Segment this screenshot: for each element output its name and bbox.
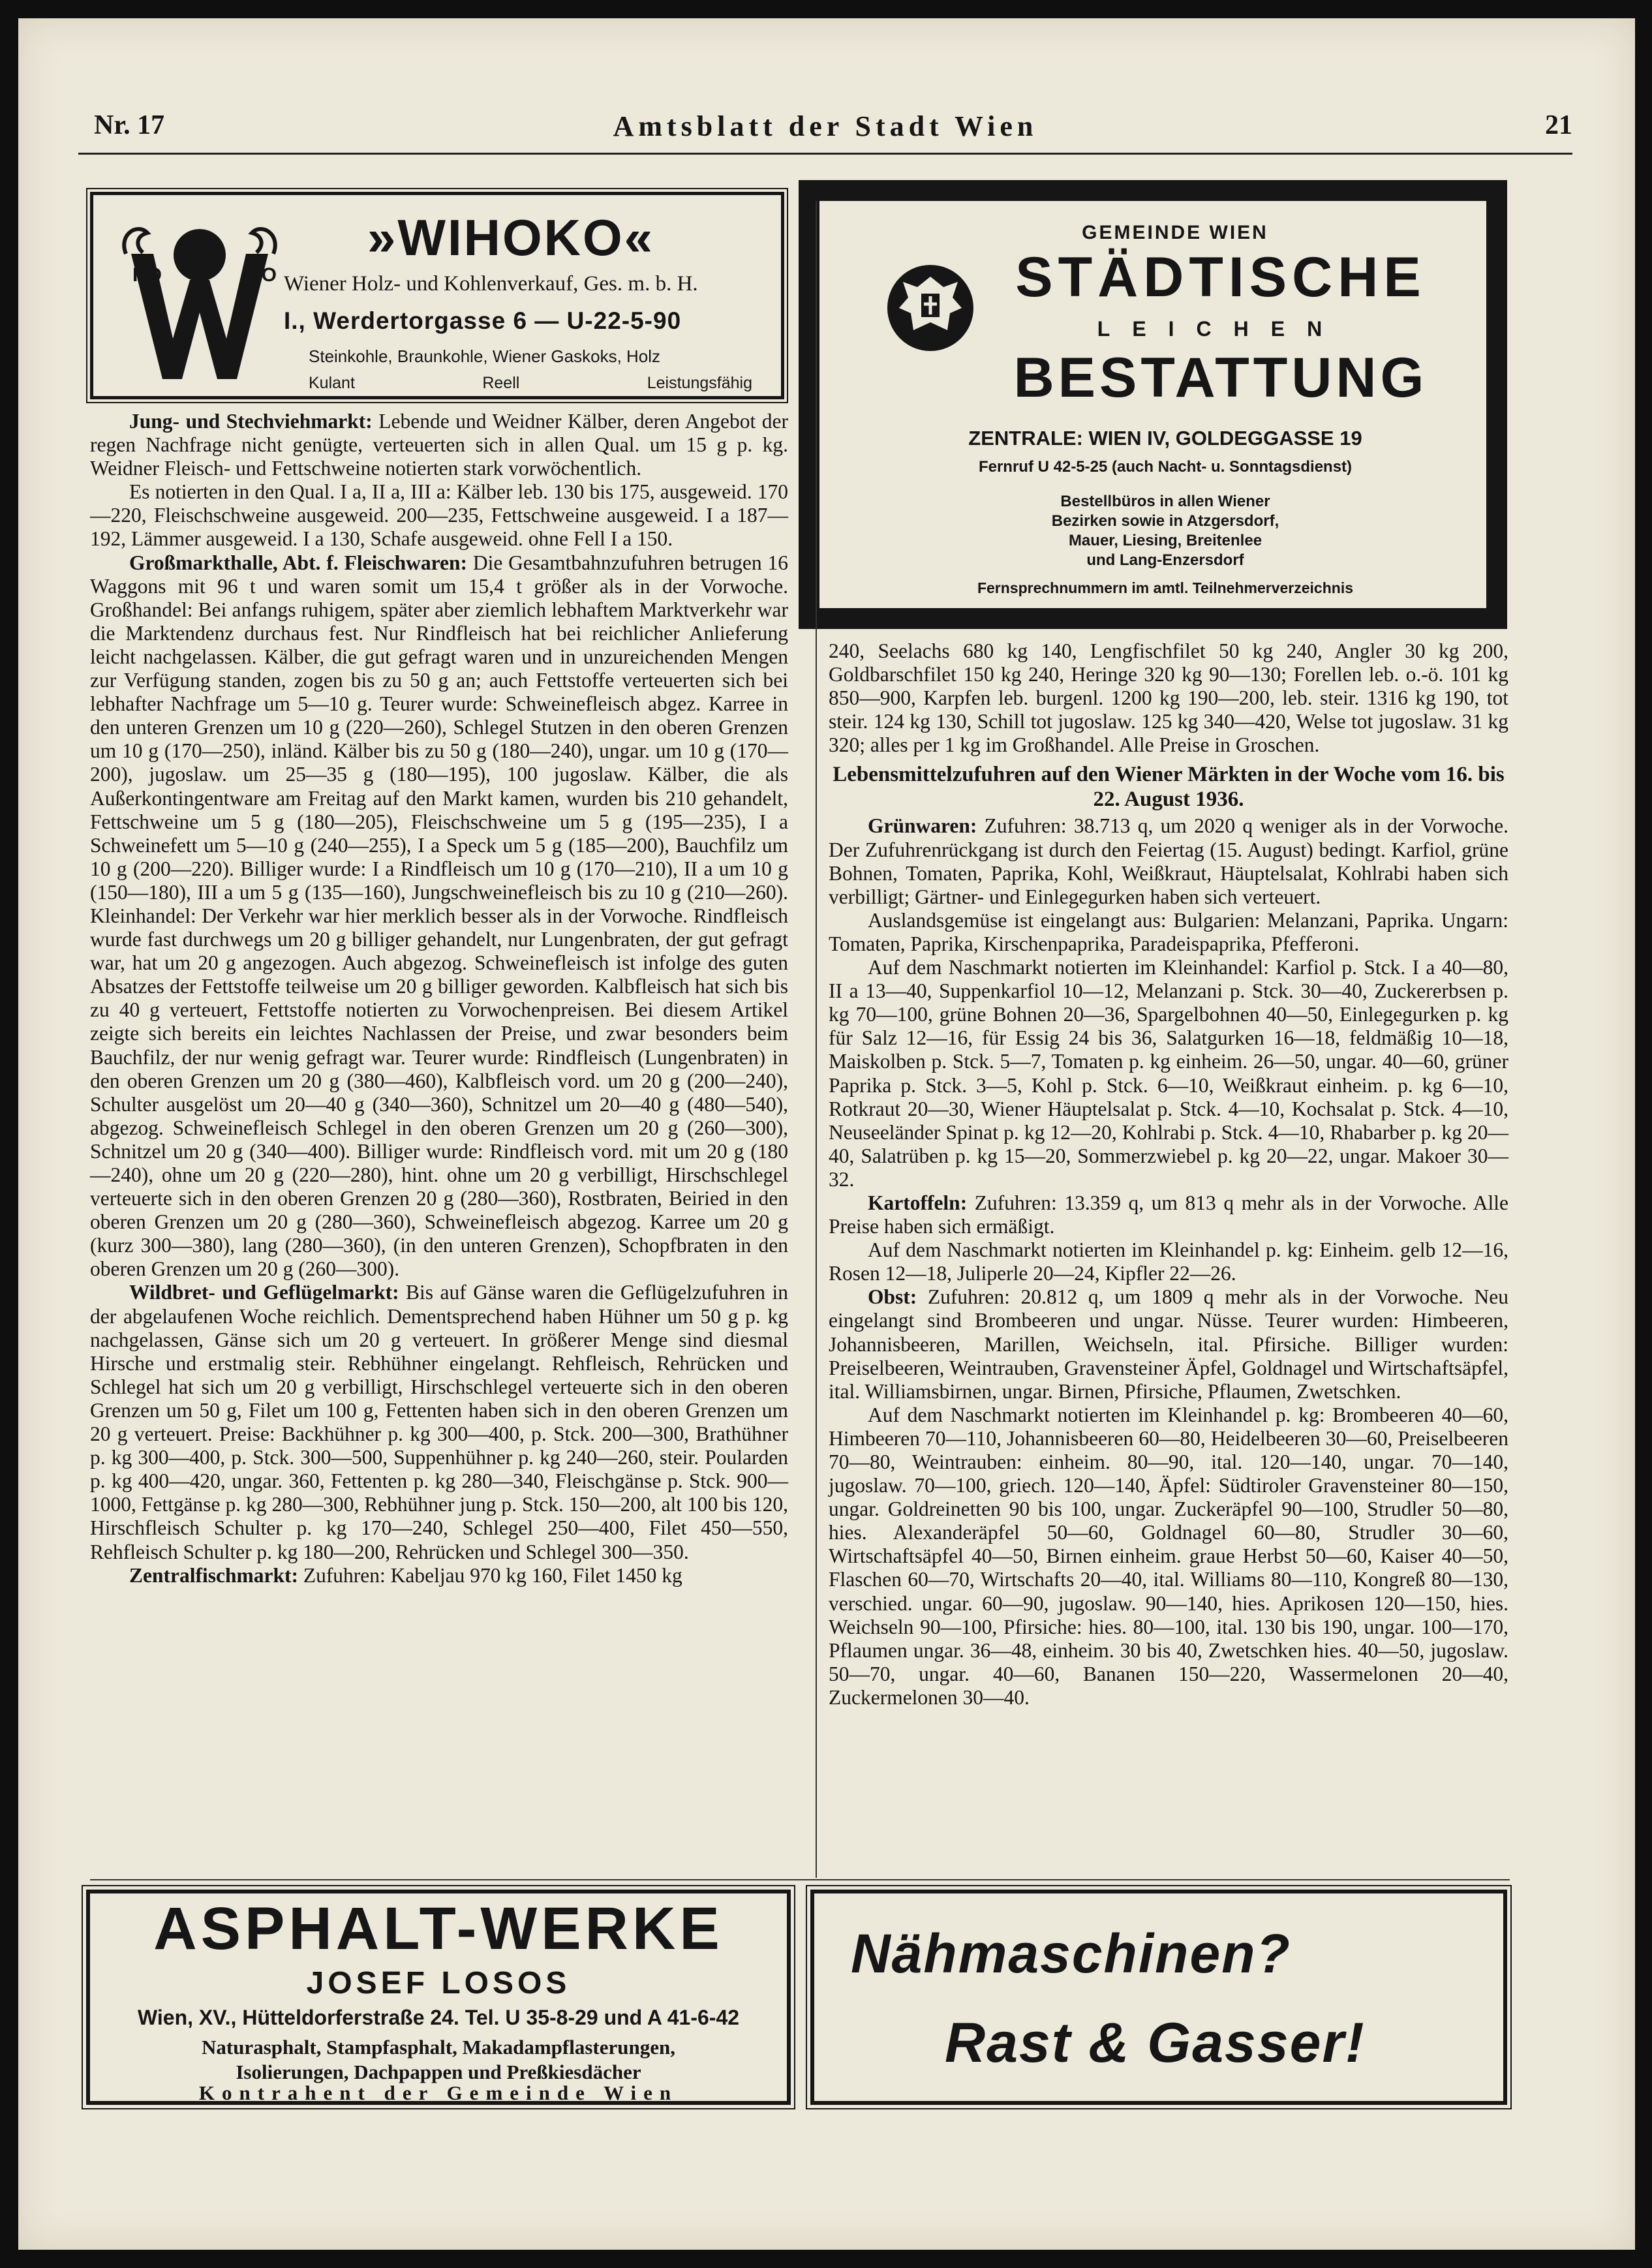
bestattung-footer: Fernsprechnummern im amtl. Teilnehmerverzeichnis	[977, 579, 1354, 596]
right-text-column	[829, 639, 1508, 1879]
wihoko-products: Steinkohle, Braunkohle, Wiener Gaskoks, Holz	[309, 346, 661, 366]
slogan-leistungsfaehig: Leistungsfähig	[647, 374, 752, 392]
publication-title: Amtsblatt der Stadt Wien	[613, 110, 1038, 142]
bestattung-staedtische: STÄDTISCHE	[1015, 246, 1426, 309]
issue-number: Nr. 17	[94, 110, 165, 140]
paragraph: Lebende und Weidner Kälber, deren Angebot der regen Nachfrage nicht genügte, verteuerten sich in allen Qual. um 15 g p. kg. Weidner Fleisch- und Fettschweine notierten stark vorwöchentlich.	[90, 410, 788, 480]
wihoko-subtitle: Wiener Holz- und Kohlenverkauf, Ges. m. b. H.	[284, 272, 698, 296]
asphalt-owner: JOSEF LOSOS	[306, 1966, 571, 2000]
newspaper-page	[18, 18, 1635, 2250]
paragraph: Zufuhren: Kabeljau 970 kg 160, Filet 1450 kg	[298, 1563, 682, 1587]
paragraph: Auf dem Naschmarkt notierten im Kleinhandel: Karfiol p. Stck. I a 40—80, II a 13—40, Suppenkarfiol 10—12, Melanzani p. Stck. 30—40, Zuckererbsen p. kg 70—100, grüne Bohnen 20—36, Spargelbohnen 40—50, Einlegegurken p. kg für Salz 12—16, für Essig 24 bis 36, Salatgurken 16—18, feldmäßig 10—18, Maiskolben p. Stck. 5—7, Tomaten p. kg einheim. 26—50, ungar. 40—60, grüner Paprika p. Stck. 3—5, Kohl p. Stck. 6—10, Weißkraut einheim. p. kg 6—10, Rotkraut 20—30, Wiener Häuptelsalat p. Stck. 4—10, Kochsalat p. Stck. 4—10, Neuseeländer Spinat p. kg 12—20, Kohlrabi p. Stck. 4—10, Rhabarber p. kg 20—40, Salatrüben p. kg 15—20, Sommerzwiebel p. kg 20—22, ungar. Makoer 30—32.	[829, 956, 1508, 1191]
paragraph: Auslandsgemüse ist eingelangt aus: Bulgarien: Melanzani, Paprika. Ungarn: Tomaten, Paprika, Kirschenpaprika, Paradeispaprika, Pfefferoni.	[829, 908, 1508, 955]
ad-wihoko	[90, 192, 784, 399]
wihoko-slogan	[309, 374, 752, 393]
naehmaschinen-question: Nähmaschinen?	[851, 1923, 1291, 1984]
vienna-coat-of-arms-icon	[885, 257, 976, 361]
bestattung-zentrale: ZENTRALE: WIEN IV, GOLDEGGASSE 19	[968, 427, 1362, 450]
wihoko-name: »WIHOKO«	[367, 209, 655, 266]
office-line: Bestellbüros in allen Wiener	[1060, 493, 1270, 510]
slogan-kulant: Kulant	[309, 374, 355, 392]
paragraph: Bis auf Gänse waren die Geflügelzufuhren in der abgelaufenen Woche reichlich. Dementsprechend haben Hühner um 50 g p. kg nachgelassen, Gänse sich um 20 g verteuert. In größerer Menge sind diesmal Hirsche und erstmalig steir. Rebhühner eingelangt. Rehfleisch, Rehrücken und Schlegel hat sich um 20 g verbilligt, Hirschschlegel verteuerte sich in den oberen Grenzen um 50 g, Filet um 100 g, Fettenten haben sich in den oberen Grenzen um 20 g verteuert. Preise: Backhühner p. kg 300—400, p. Stck. 200—300, Brathühner p. kg 300—400, p. Stck. 300—500, Suppenhühner p. kg 240—260, steir. Poularden p. kg 400—420, ungar. 360, Fettenten p. kg 280—340, Fleischgänse p. Stck. 900—1000, Fettgänse p. kg 280—300, Rebhühner jung p. Stck. 150—200, alt 100 bis 120, Hirschfleisch Schulter p. kg 170—240, Schlegel 250—400, Filet 450—550, Rehfleisch Schulter p. kg 180—200, Rehrücken und Schlegel 300—350.	[90, 1281, 788, 1563]
paragraph: 240, Seelachs 680 kg 140, Lengfischfilet 50 kg 240, Angler 30 kg 200, Goldbarschfilet 150 kg 240, Heringe 320 kg 90—130; Forellen leb. o.-ö. 101 kg 850—900, Karpfen leb. burgenl. 1200 kg 190—200, leb. steir. 1316 kg 190, tot steir. 124 kg 130, Schill tot jugoslaw. 125 kg 340—420, Welse tot jugoslaw. 31 kg 320; alles per 1 kg im Großhandel. Alle Preise in Groschen.	[829, 639, 1508, 757]
asphalt-products-2: Isolierungen, Dachpappen und Preßkiesdächer	[236, 2061, 641, 2083]
section-title: Lebensmittelzufuhren auf den Wiener Märkten in der Woche vom 16. bis 22. August 1936.	[833, 763, 1505, 812]
bestattung-bestattung: BESTATTUNG	[1013, 346, 1428, 409]
svg-text:KO: KO	[247, 264, 277, 286]
asphalt-title: ASPHALT-WERKE	[153, 1895, 724, 1962]
bestattung-leichen: LEICHEN	[1097, 317, 1345, 341]
ad-naehmaschinen	[810, 1890, 1507, 2105]
paragraph: Zufuhren: 20.812 q, um 1809 q mehr als in der Vorwoche. Neu eingelangt sind Brombeeren und ungar. Nüsse. Teurer wurden: Himbeeren, Johannisbeeren, Marillen, Weichseln, ital. Pfirsiche. Billiger wurden: Preiselbeeren, Weintrauben, Gravensteiner Äpfel, Goldnagel und Wirtschaftsäpfel, ital. Williamsbirnen, ungar. Birnen, Pfirsiche, Pflaumen, Zwetschken.	[829, 1285, 1508, 1403]
rast-gasser-answer: Rast & Gasser!	[945, 2012, 1366, 2074]
slogan-reell: Reell	[482, 374, 520, 392]
page-header	[78, 110, 1572, 155]
left-text-column	[90, 410, 788, 1875]
section-heading: Wildbret- und Geflügelmarkt:	[129, 1281, 399, 1304]
section-heading: Grünwaren:	[868, 814, 977, 838]
bestattung-inner-panel	[819, 201, 1486, 608]
section-heading: Zentralfischmarkt:	[129, 1563, 298, 1587]
ad-asphalt-werke	[86, 1890, 791, 2105]
office-line: und Lang-Enzersdorf	[1086, 551, 1244, 569]
bestattung-phone: Fernruf U 42-5-25 (auch Nacht- u. Sonntagsdienst)	[978, 458, 1353, 476]
svg-text:HO: HO	[132, 264, 162, 286]
section-heading: Großmarkthalle, Abt. f. Fleischwaren:	[129, 551, 467, 574]
paragraph: Auf dem Naschmarkt notierten im Kleinhandel p. kg: Brombeeren 40—60, Himbeeren 70—110, Johannisbeeren 60—80, Heidelbeeren 30—60, Preiselbeeren 70—80, Weintrauben: einheim. 80—90, ital. 120—140, ungar. 70—140, jugoslaw. 70—100, griech. 120—140, Äpfel: Südtiroler Gravensteiner 80—150, ungar. Goldreinetten 90 bis 100, ungar. Zuckeräpfel 90—100, Strudler 50—80, hies. Alexanderäpfel 50—60, Goldnagel 60—80, Strudler 30—60, Wirtschaftsäpfel 40—50, Birnen einheim. graue Herbst 50—60, Kaiser 40—50, Flaschen 60—70, Wirtschafts 20—40, ital. Williams 80—110, Kongreß 80—130, verschied. ungar. 60—90, jugoslaw. 90—140, hies. Aprikosen 120—150, hies. Weichseln 90—100, Pfirsiche: hies. 80—100, ital. 130 bis 190, ungar. 100—170, Pflaumen ungar. 36—48, einheim. 30 bis 40, Zwetschken hies. 40—50, jugoslaw. 50—70, ungar. 40—60, Bananen 150—220, Wassermelonen 20—40, Zuckermelonen 30—40.	[829, 1403, 1508, 1709]
paragraph: Die Gesamtbahnzufuhren betrugen 16 Waggons mit 96 t und waren somit um 15,4 t größer als in der Vorwoche. Großhandel: Bei anfangs ruhigem, später aber ziemlich lebhaftem Marktverkehr war die Marktendenz durchaus fest. Nur Rindfleisch hat bei reichlicher Anlieferung leicht nachgelassen. Kälber, die gut gefragt waren und in unzureichenden Mengen zur Verfügung standen, zogen bis zu 50 g an; auch Fettstoffe verteuerten sich bei lebhafter Nachfrage um 5—10 g. Teurer wurde: Schweinefleisch abgez. Karree in den unteren Grenzen um 10 g (220—260), Schlegel Stutzen in den oberen Grenzen um 10 g (170—250), inländ. Kälber bis zu 50 g (180—240), ungar. um 10 g (170—200), jugoslaw. um 25—35 g (180—195), 100 jugoslaw. Kälber, die als Außerkontingentware am Freitag auf den Markt kamen, wurden bis 210 gehandelt, Fettschweine um 5 g (180—205), Fleischschweine um 5 g (195—235), I a Schweinefett um 5—10 g (240—255), I a Speck um 5 g (185—200), Bauchfilz um 10 g (200—220). Billiger wurde: I a Rindfleisch um 10 g (170—210), II a um 10 g (150—180), III a um 5 g (135—160), Jungschweinefleisch bis zu 10 g (210—260). Kleinhandel: Der Verkehr war hier merklich besser als in der Vorwoche. Rindfleisch wurde fast durchwegs um 20 g billiger gehandelt, nur Lungenbraten, der gut gefragt war, hat um 20 g angezogen. Auch abgezog. Schweinefleisch ist infolge des guten Absatzes der Fettstoffe teilweise um 20 g billiger geworden. Kalbfleisch hat sich bis zu 40 g verteuert, Fettstoffe notierten zu Vorwochenpreisen. Bei diesem Artikel zeigte sich bereits ein leichtes Nachlassen der Preise, und zwar besonders beim Bauchfilz, der nur wenig gefragt war. Teurer wurde: Rindfleisch (Lungenbraten) in den oberen Grenzen um 20 g (380—460), Kalbfleisch vord. um 20 g (200—240), Schulter ausgelöst um 20—40 g (340—360), Schnitzel um 20—40 g (480—540), abgezog. Schweinefleisch Schlegel in den oberen Grenzen um 20 g (260—300), Schnitzel um 20 g (340—400). Billiger wurde: Rindfleisch vord. mit um 20 g (180—240), ohne um 20 g (220—280), hint. ohne um 20 g verbilligt, Hirschschlegel verteuerte sich in den oberen Grenzen 20 g (280—360), Rostbraten, Beiried in den oberen Grenzen um 20 g (280—360), Schweinefleisch abgezog. Karree um 20 g (kurz 300—380), lang (280—360), (in den unteren Grenzen), Schopfbraten in den oberen Grenzen um 20 g (260—300).	[90, 551, 788, 1281]
office-line: Bezirken sowie in Atzgersdorf,	[1051, 512, 1279, 530]
section-heading: Kartoffeln:	[868, 1191, 968, 1214]
bestattung-offices	[898, 492, 1433, 570]
section-heading: Jung- und Stechviehmarkt:	[129, 410, 373, 433]
header-rule	[78, 153, 1572, 155]
bestattung-gemeinde: GEMEINDE WIEN	[1082, 222, 1268, 243]
asphalt-products-1: Naturasphalt, Stampfasphalt, Makadampflasterungen,	[201, 2036, 675, 2059]
wihoko-address: I., Werdertorgasse 6 — U-22-5-90	[284, 307, 682, 334]
office-line: Mauer, Liesing, Breitenlee	[1068, 532, 1262, 549]
paragraph: Es notierten in den Qual. I a, II a, III a: Kälber leb. 130 bis 175, ausgeweid. 170—220, Fleischschweine ausgeweid. 200—235, Fettschweine ausgeweid. I a 187—192, Lämmer ausgeweid. I a 130, Schafe ausgeweid. ohne Fell I a 150.	[90, 480, 788, 551]
paragraph: Zufuhren: 13.359 q, um 813 q mehr als in der Vorwoche. Alle Preise haben sich ermäßigt.	[829, 1191, 1508, 1238]
bottom-rule	[90, 1879, 1510, 1880]
paragraph: Auf dem Naschmarkt notierten im Kleinhandel p. kg: Einheim. gelb 12—16, Rosen 12—18, Juliperle 20—24, Kipfler 22—26.	[829, 1238, 1508, 1285]
paragraph: Zufuhren: 38.713 q, um 2020 q weniger als in der Vorwoche. Der Zufuhrenrückgang ist durch den Feiertag (15. August) bedingt. Karfiol, grüne Bohnen, Tomaten, Paprika, Kohl, Weißkraut, Häuptelsalat, Kohlrabi haben sich verbilligt; Gärtner- und Einlegegurken haben sich verteuert.	[829, 814, 1508, 908]
ad-bestattung	[799, 180, 1507, 629]
section-heading: Obst:	[868, 1285, 917, 1309]
wihoko-logo-icon	[112, 208, 288, 384]
column-divider	[816, 201, 817, 1878]
asphalt-address: Wien, XV., Hütteldorferstraße 24. Tel. U 35-8-29 und A 41-6-42	[137, 2006, 740, 2029]
page-number: 21	[1545, 110, 1572, 140]
asphalt-footer: Kontrahent der Gemeinde Wien	[198, 2081, 679, 2104]
